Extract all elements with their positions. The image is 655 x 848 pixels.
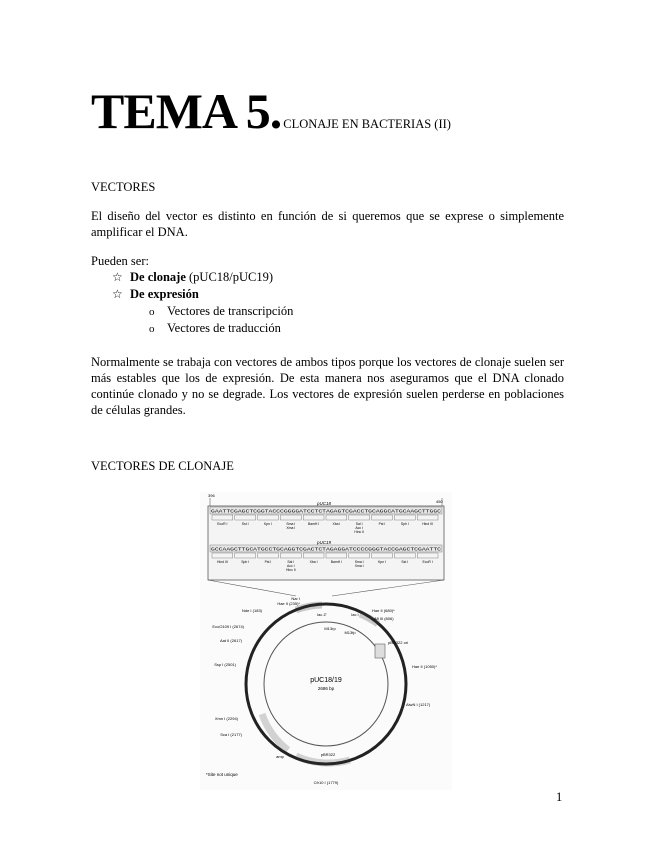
map-label: Hae II (235)* <box>277 601 300 606</box>
title-main: TEMA 5. <box>91 83 282 139</box>
sub-bullet-label: Vectores de traducción <box>167 321 281 335</box>
map-label: Xmn I (2294) <box>214 716 238 721</box>
bullet-label: De expresión <box>130 287 199 301</box>
restriction-site-label: EcoR I <box>422 560 433 564</box>
page-title <box>91 82 451 140</box>
map-label: AlwN I (1217) <box>406 702 431 707</box>
map-label: Cfr10 I (1779) <box>313 780 339 785</box>
plasmid-name: pUC18/19 <box>310 677 342 684</box>
circle-bullet-icon: o <box>149 306 155 318</box>
restriction-site-label: BamH I <box>307 522 320 526</box>
map-label: Nar I <box>291 596 300 601</box>
sub-bullet-label: Vectores de transcripción <box>167 304 294 318</box>
map-label: Hae II (680)* <box>372 608 395 613</box>
restriction-site-label: Xma I <box>286 526 296 530</box>
puc18-label: pUC18 <box>317 501 332 506</box>
restriction-site-label: EcoR I <box>217 522 228 526</box>
map-label: Nde I (183) <box>241 608 262 613</box>
plasmid-size: 2686 bp <box>317 686 335 691</box>
map-label: Ssp I (2501) <box>214 662 236 667</box>
restriction-site-label: Hinc II <box>285 568 296 572</box>
circle-bullet-icon: o <box>149 323 155 335</box>
puc-plasmid-map-figure <box>200 492 452 790</box>
restriction-site-label: Sal I <box>287 560 295 564</box>
restriction-site-label: Sst I <box>241 522 249 526</box>
restriction-site-label: BamH I <box>330 560 343 564</box>
restriction-site-label: Acc I <box>287 564 295 568</box>
intro-paragraph: El diseño del vector es distinto en función de si queremos que se exprese o simplemente amplificar el DNA. <box>91 209 564 239</box>
pueden-ser-label: Pueden ser: <box>91 254 149 268</box>
map-label: pBR322 <box>320 752 336 757</box>
map-label: Sca I (2177) <box>220 732 242 737</box>
title-subtitle: CLONAJE EN BACTERIAS (II) <box>283 117 451 131</box>
restriction-site-label: Hind III <box>422 522 433 526</box>
restriction-site-label: Pst I <box>264 560 272 564</box>
bullet-detail: (pUC18/pUC19) <box>185 270 274 284</box>
star-bullet-icon: ☆ <box>112 270 123 284</box>
restriction-site-label: Xma I <box>354 564 364 568</box>
bullet-clonaje <box>112 269 273 285</box>
position-left-label: 396 <box>208 493 215 498</box>
restriction-site-label: Sma I <box>286 522 296 526</box>
map-label: M13rp <box>324 626 336 631</box>
page-number: 1 <box>556 790 563 804</box>
map-label: Aat II (2617) <box>219 638 242 643</box>
restriction-site-label: Xba I <box>309 560 318 564</box>
restriction-site-label: Sal I <box>355 522 363 526</box>
star-bullet-icon: ☆ <box>112 287 123 301</box>
figure-footnote: *Site not unique <box>206 772 238 777</box>
section-heading-vectores: VECTORES <box>91 180 156 194</box>
restriction-site-label: Hinc II <box>354 530 365 534</box>
restriction-site-label: Sph I <box>400 522 409 526</box>
sub-bullet-transcripcion <box>149 303 293 320</box>
restriction-site-label: Sma I <box>354 560 364 564</box>
map-label: lac I <box>351 612 359 617</box>
bullet-expresion <box>112 286 199 302</box>
map-label: amp <box>276 754 284 759</box>
map-label: EcoO109 I (2674) <box>212 624 244 629</box>
restriction-site-label: Kpn I <box>264 522 272 526</box>
puc19-sequence: GCCAAGCTTGCATGCCTGCAGGTCGACTCTAGAGGATCCCCGGGTACCGAGCTCGAATTC <box>211 548 442 553</box>
restriction-site-label: Hind III <box>217 560 228 564</box>
map-label: M13fp <box>344 630 356 635</box>
map-label: Afl III (806) <box>374 616 394 621</box>
paragraph-vectores-ambos: Normalmente se trabaja con vectores de ambos tipos porque los vectores de clonaje suelen ser más estables que los de expresión. De esta manera nos aseguramos que el DNA clonado continúe clonado y no se degrade. Los vectores de expresión suelen perderse en poblaciones de células grandes. <box>91 355 564 417</box>
section-heading-clonaje: VECTORES DE CLONAJE <box>91 459 234 473</box>
restriction-site-label: Kpn I <box>378 560 386 564</box>
restriction-site-label: Sph I <box>241 560 250 564</box>
restriction-site-label: Pst I <box>378 522 386 526</box>
restriction-site-label: Xba I <box>332 522 341 526</box>
bullet-label: De clonaje <box>130 270 186 284</box>
position-right-label: 450 <box>436 499 443 504</box>
puc18-sequence: GAATTCGAGCTCGGTACCCGGGGATCCTCTAGAGTCGACCTGCAGGCATGCAAGCTTGGC <box>211 510 442 515</box>
restriction-site-label: Acc I <box>355 526 363 530</box>
map-label: lac Z' <box>317 612 327 617</box>
sub-bullet-traduccion <box>149 320 281 337</box>
plasmid-map-svg <box>200 492 452 790</box>
map-label: pBR322 ori <box>388 640 409 645</box>
puc19-label: pUC19 <box>317 540 332 545</box>
map-label: Hae II (1050)* <box>412 664 437 669</box>
restriction-site-label: Sst I <box>401 560 409 564</box>
